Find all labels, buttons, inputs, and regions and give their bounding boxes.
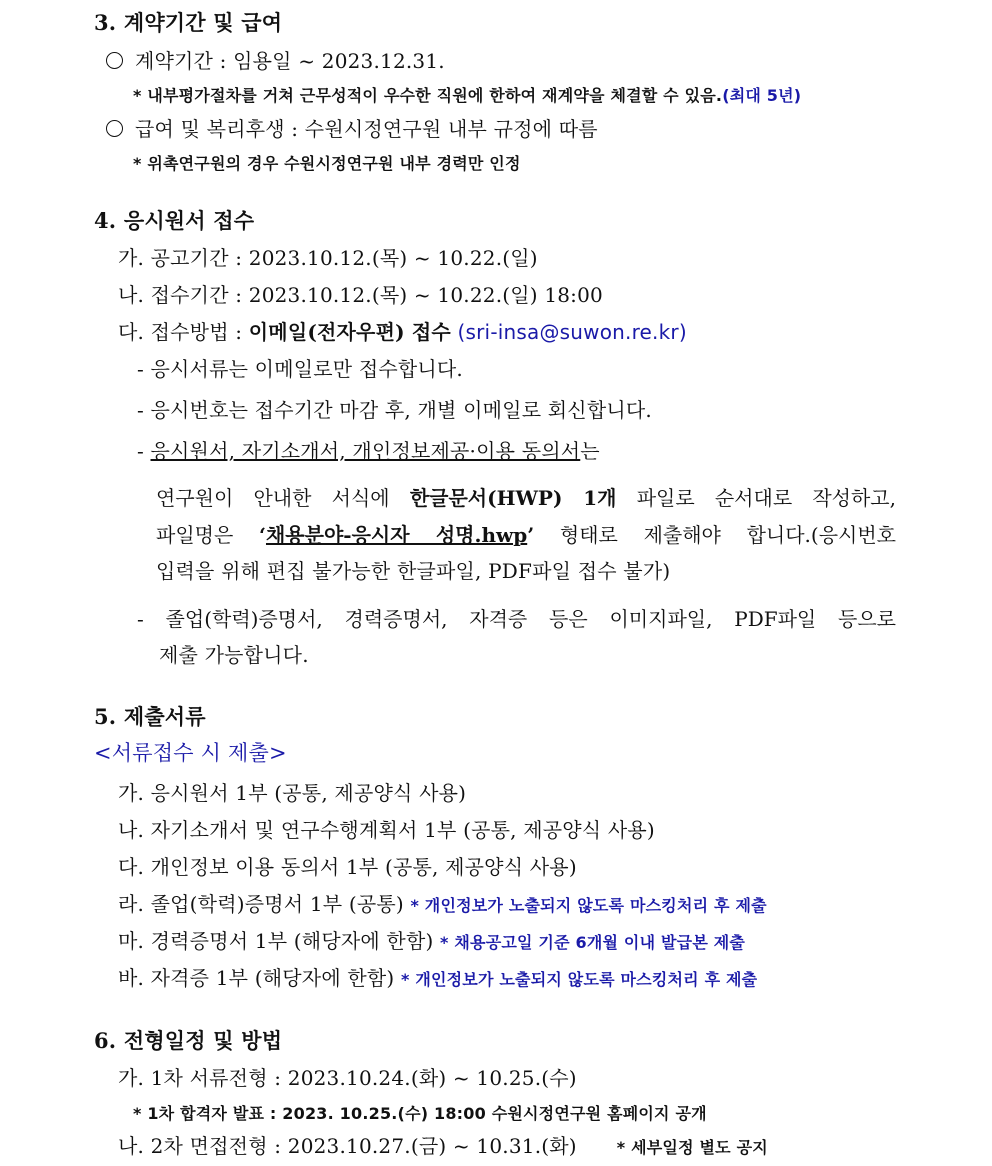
circle-bullet-icon xyxy=(106,120,123,137)
doc-text: 바. 자격증 1부 (해당자에 한함) xyxy=(118,966,395,990)
bullet-exam-number: - 응시번호는 접수기간 마감 후, 개별 이메일로 회신합니다. xyxy=(137,398,652,422)
masking-note: * 개인정보가 노출되지 않도록 마스킹처리 후 제출 xyxy=(410,896,767,915)
renewal-note-text: * 내부평가절차를 거쳐 근무성적이 우수한 직원에 한하여 재계약을 체결할 수 있음. xyxy=(133,86,723,105)
reception-method-email-label: 이메일(전자우편) 접수 xyxy=(248,320,451,344)
interview-date xyxy=(118,1133,768,1161)
hwp-requirement: 한글문서(HWP) 1개 xyxy=(409,486,617,510)
contract-period-text: 계약기간 : 임용일 ~ 2023.12.31. xyxy=(135,49,445,73)
application-email-link[interactable]: (sri-insa@suwon.re.kr) xyxy=(457,320,687,344)
masking-note: * 개인정보가 노출되지 않도록 마스킹처리 후 제출 xyxy=(401,970,758,989)
doc-license xyxy=(118,965,757,993)
format-instruction-line-2 xyxy=(156,517,896,554)
doc-text: 마. 경력증명서 1부 (해당자에 한함) xyxy=(118,929,434,953)
issue-date-note: * 채용공고일 기준 6개월 이내 발급본 제출 xyxy=(440,933,746,952)
bullet-dash: - xyxy=(137,439,151,463)
filename-format: 채용분야-응시자 성명.hwp xyxy=(265,523,528,547)
reception-method xyxy=(118,319,687,345)
doc-graduation-certificate xyxy=(118,891,767,919)
contract-period-item xyxy=(106,48,445,74)
circle-bullet-icon xyxy=(106,52,123,69)
section-5-heading: 5. 제출서류 xyxy=(94,704,206,729)
renewal-note-max: (최대 5년) xyxy=(722,86,802,105)
format-instruction-line-3: 입력을 위해 편집 불가능한 한글파일, PDF파일 접수 불가) xyxy=(156,559,671,583)
document-submission-subheading: <서류접수 시 제출> xyxy=(94,741,287,765)
bullet-documents xyxy=(137,438,600,464)
instruction-text: 형태로 제출해야 합니다.(응시번호 xyxy=(534,523,896,547)
doc-application-form: 가. 응시원서 1부 (공통, 제공양식 사용) xyxy=(118,781,467,805)
format-instruction-line-1 xyxy=(156,480,896,517)
bullet-certificates: - 졸업(학력)증명서, 경력증명서, 자격증 등은 이미지파일, PDF파일 등으로 xyxy=(137,607,896,631)
renewal-note xyxy=(133,83,801,109)
instruction-text: 파일명은 xyxy=(156,523,260,547)
announcement-period: 가. 공고기간 : 2023.10.12.(목) ~ 10.22.(일) xyxy=(118,246,538,270)
required-documents-list: 응시원서, 자기소개서, 개인정보제공·이용 동의서 xyxy=(150,439,581,463)
section-6-heading: 6. 전형일정 및 방법 xyxy=(94,1028,283,1053)
bullet-certificates-cont: 제출 가능합니다. xyxy=(159,643,309,667)
reception-period: 나. 접수기간 : 2023.10.12.(목) ~ 10.22.(일) 18:00 xyxy=(118,283,603,307)
schedule-note: * 세부일정 별도 공지 xyxy=(616,1138,768,1157)
bullet-email-only: - 응시서류는 이메일로만 접수합니다. xyxy=(137,357,463,381)
quote-close: ’ xyxy=(527,523,535,547)
document-screening-date: 가. 1차 서류전형 : 2023.10.24.(화) ~ 10.25.(수) xyxy=(118,1066,577,1090)
reception-method-label: 다. 접수방법 : xyxy=(118,320,249,344)
interview-date-text: 나. 2차 면접전형 : 2023.10.27.(금) ~ 10.31.(화) xyxy=(118,1134,577,1158)
instruction-text: 연구원이 안내한 서식에 xyxy=(156,486,410,510)
salary-text: 급여 및 복리후생 : 수원시정연구원 내부 규정에 따름 xyxy=(135,117,598,141)
instruction-text: 파일로 순서대로 작성하고, xyxy=(616,486,896,510)
quote-open: ‘ xyxy=(259,523,266,547)
doc-self-introduction: 나. 자기소개서 및 연구수행계획서 1부 (공통, 제공양식 사용) xyxy=(118,818,655,842)
doc-privacy-consent: 다. 개인정보 이용 동의서 1부 (공통, 제공양식 사용) xyxy=(118,855,577,879)
doc-career-certificate xyxy=(118,928,745,956)
doc-text: 라. 졸업(학력)증명서 1부 (공통) xyxy=(118,892,404,916)
first-result-note: * 1차 합격자 발표 : 2023. 10.25.(수) 18:00 수원시정연구원 홈페이지 공개 xyxy=(133,1104,707,1123)
section-3-heading: 3. 계약기간 및 급여 xyxy=(94,10,283,35)
career-note: * 위촉연구원의 경우 수원시정연구원 내부 경력만 인정 xyxy=(133,154,521,173)
section-4-heading: 4. 응시원서 접수 xyxy=(94,208,255,233)
bullet-documents-suffix: 는 xyxy=(580,439,600,463)
salary-item xyxy=(106,116,598,142)
